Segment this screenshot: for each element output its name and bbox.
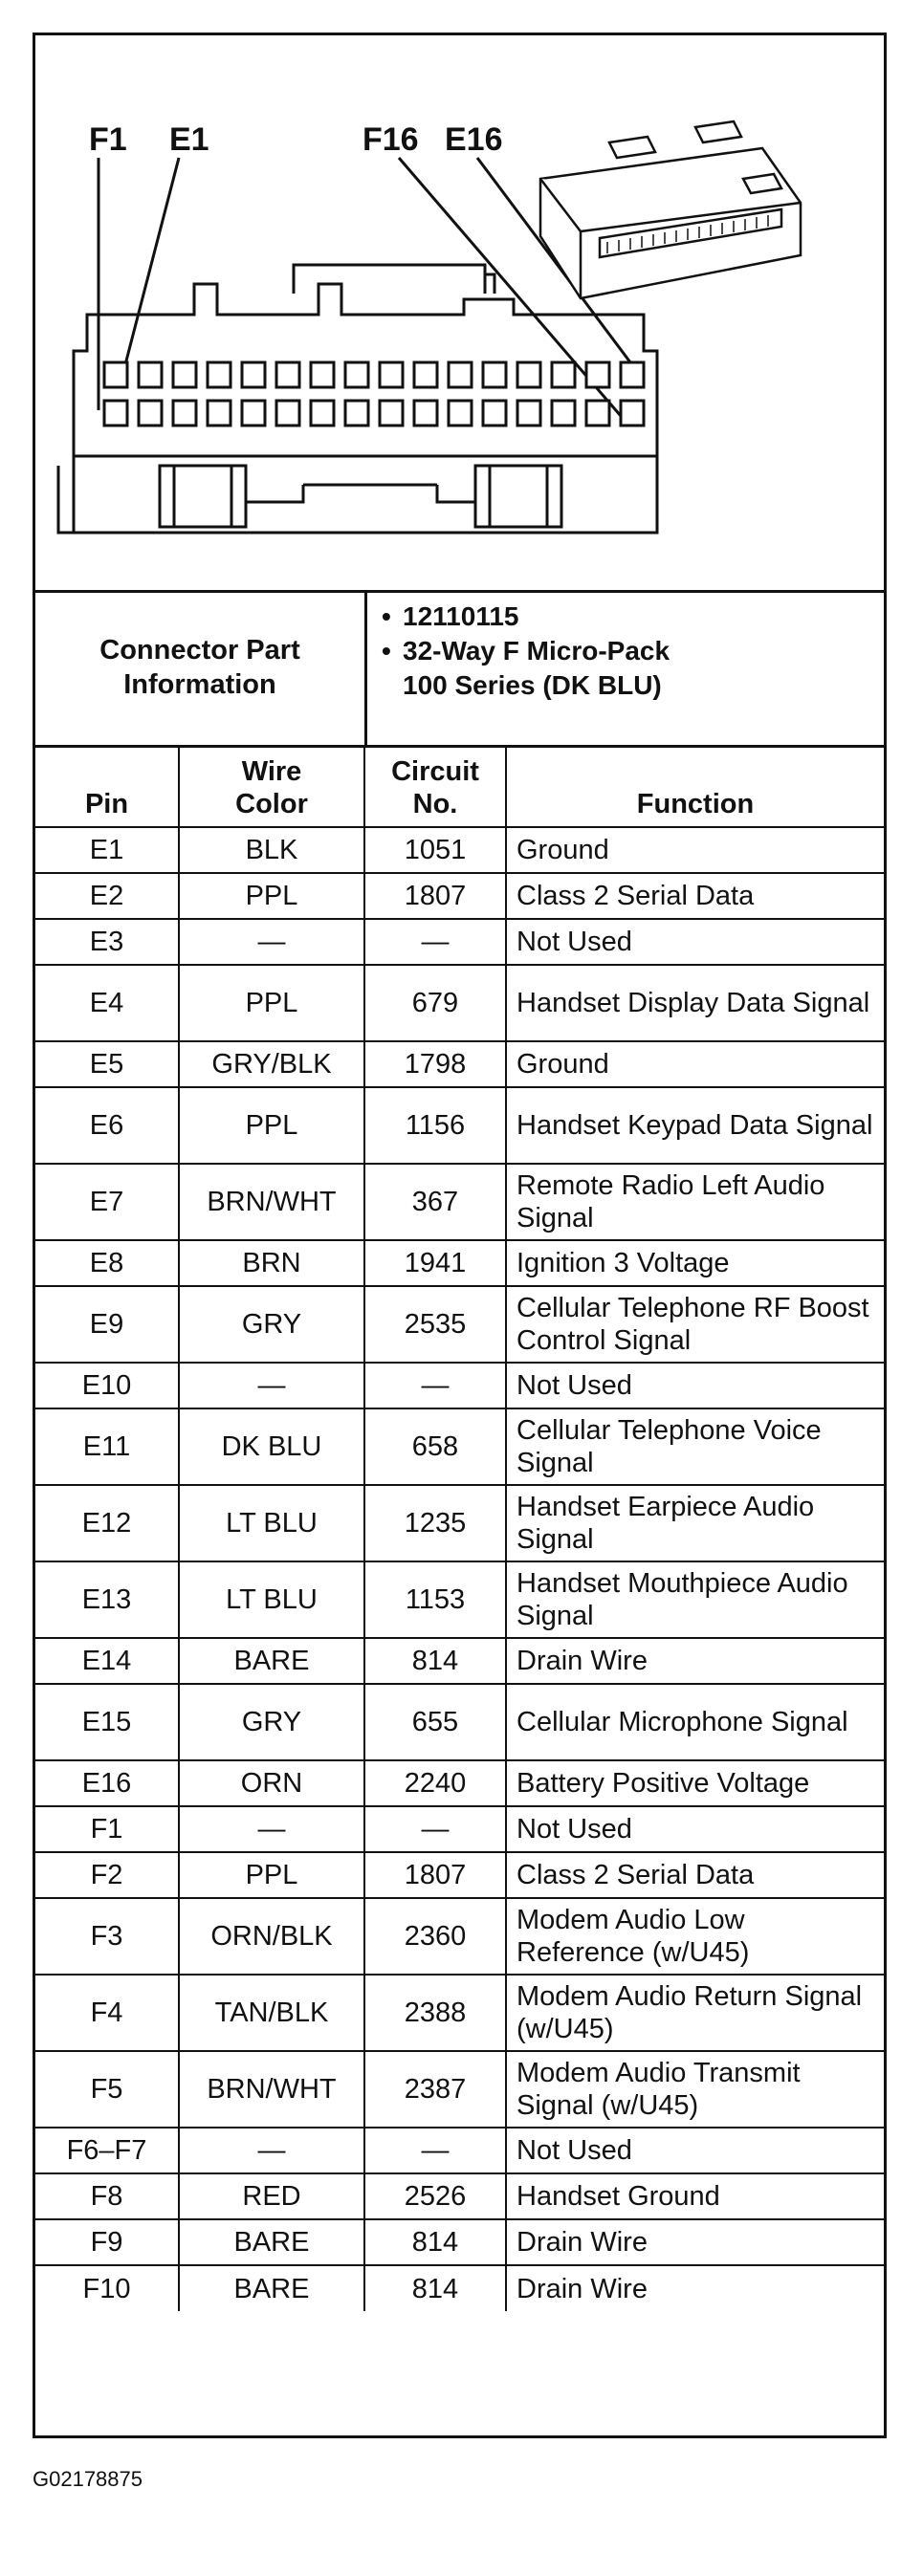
cell-pin: E10 [35, 1363, 179, 1408]
cell-function: Remote Radio Left Audio Signal [506, 1164, 884, 1240]
pin-cavity [517, 362, 540, 387]
cell-wire-color: — [179, 2128, 364, 2173]
connector-part-information [35, 590, 884, 748]
cell-pin: E9 [35, 1286, 179, 1363]
cell-function: Drain Wire [506, 2265, 884, 2311]
cell-circuit-no: 1235 [364, 1485, 506, 1561]
cell-wire-color: LT BLU [179, 1485, 364, 1561]
cell-pin: E8 [35, 1240, 179, 1286]
cell-pin: F3 [35, 1898, 179, 1975]
pin-cavity [311, 362, 334, 387]
document-id: G02178875 [33, 2467, 143, 2491]
cell-pin: E5 [35, 1041, 179, 1087]
cell-wire-color: BRN [179, 1240, 364, 1286]
cell-circuit-no: — [364, 919, 506, 965]
label-f1: F1 [89, 121, 127, 158]
cell-circuit-no: 367 [364, 1164, 506, 1240]
connector-info-label-line2: Information [123, 669, 276, 700]
cell-pin: F2 [35, 1852, 179, 1898]
cell-function: Drain Wire [506, 1638, 884, 1684]
cell-wire-color: PPL [179, 1087, 364, 1164]
cell-circuit-no: 2360 [364, 1898, 506, 1975]
cell-function: Not Used [506, 2128, 884, 2173]
cell-function: Class 2 Serial Data [506, 1852, 884, 1898]
cell-function: Handset Ground [506, 2173, 884, 2219]
cell-function: Modem Audio Return Signal (w/U45) [506, 1975, 884, 2051]
cell-circuit-no: — [364, 1806, 506, 1852]
cell-function: Cellular Telephone Voice Signal [506, 1408, 884, 1485]
cell-circuit-no: — [364, 1363, 506, 1408]
cell-circuit-no: 1156 [364, 1087, 506, 1164]
table-row [35, 2173, 884, 2219]
pin-cavity [552, 401, 575, 426]
pin-cavity [483, 362, 506, 387]
table-row [35, 1561, 884, 1638]
cell-function: Not Used [506, 919, 884, 965]
connector-info-list [382, 600, 670, 703]
table-row [35, 919, 884, 965]
table-row [35, 873, 884, 919]
pin-cavity [586, 362, 609, 387]
pin-cavity [621, 401, 644, 426]
cell-circuit-no: 1941 [364, 1240, 506, 1286]
pin-cavity [208, 362, 231, 387]
cell-function: Cellular Telephone RF Boost Control Signal [506, 1286, 884, 1363]
pin-cavity [586, 401, 609, 426]
cell-function: Handset Keypad Data Signal [506, 1087, 884, 1164]
cell-wire-color: GRY [179, 1684, 364, 1760]
cell-wire-color: GRY/BLK [179, 1041, 364, 1087]
pin-cavity [414, 401, 437, 426]
table-header-row [35, 745, 884, 827]
table-row [35, 965, 884, 1041]
pin-cavity [517, 401, 540, 426]
pin-cavity [242, 401, 265, 426]
connector-info-label-line1: Connector Part [99, 635, 300, 666]
cell-circuit-no: 2387 [364, 2051, 506, 2128]
pin-cavity [139, 401, 162, 426]
table-row [35, 2265, 884, 2311]
cell-pin: F4 [35, 1975, 179, 2051]
cell-wire-color: BARE [179, 2265, 364, 2311]
cell-wire-color: — [179, 1806, 364, 1852]
table-row [35, 1408, 884, 1485]
cell-pin: E13 [35, 1561, 179, 1638]
cell-function: Class 2 Serial Data [506, 873, 884, 919]
pin-cavity [242, 362, 265, 387]
header-wire-color: Wire Color [179, 745, 364, 827]
connector-drawing [35, 35, 884, 590]
cell-pin: E2 [35, 873, 179, 919]
pin-cavity [139, 362, 162, 387]
table-row [35, 827, 884, 873]
cell-function: Modem Audio Low Reference (w/U45) [506, 1898, 884, 1975]
cell-function: Cellular Microphone Signal [506, 1684, 884, 1760]
cell-wire-color: — [179, 1363, 364, 1408]
cell-function: Handset Mouthpiece Audio Signal [506, 1561, 884, 1638]
cell-pin: F9 [35, 2219, 179, 2265]
pin-cavity [345, 401, 368, 426]
cell-circuit-no: 2526 [364, 2173, 506, 2219]
header-circuit-no: Circuit No. [364, 745, 506, 827]
connector-description-line1: 32-Way F Micro-Pack [403, 636, 670, 666]
connector-sheet [33, 33, 887, 2438]
pin-cavity [311, 401, 334, 426]
connector-diagram [35, 35, 884, 593]
pin-cavity [449, 401, 472, 426]
cell-function: Modem Audio Transmit Signal (w/U45) [506, 2051, 884, 2128]
cell-function: Not Used [506, 1363, 884, 1408]
table-row [35, 1638, 884, 1684]
cell-wire-color: BLK [179, 827, 364, 873]
pin-cavity [380, 401, 403, 426]
pin-cavity [552, 362, 575, 387]
cell-pin: F8 [35, 2173, 179, 2219]
table-row [35, 2128, 884, 2173]
cell-pin: F5 [35, 2051, 179, 2128]
cell-pin: F10 [35, 2265, 179, 2311]
table-row [35, 1806, 884, 1852]
cell-circuit-no: 1807 [364, 1852, 506, 1898]
pin-cavity [104, 362, 127, 387]
table-row [35, 1852, 884, 1898]
cell-function: Handset Display Data Signal [506, 965, 884, 1041]
cell-pin: F1 [35, 1806, 179, 1852]
cell-function: Ground [506, 1041, 884, 1087]
cell-wire-color: BARE [179, 1638, 364, 1684]
table-row [35, 1684, 884, 1760]
cell-circuit-no: 1798 [364, 1041, 506, 1087]
table-row [35, 1363, 884, 1408]
cell-circuit-no: 655 [364, 1684, 506, 1760]
pin-cavity [345, 362, 368, 387]
cell-circuit-no: 1807 [364, 873, 506, 919]
cell-wire-color: PPL [179, 873, 364, 919]
table-row [35, 1286, 884, 1363]
cell-circuit-no: 679 [364, 965, 506, 1041]
pin-cavity [380, 362, 403, 387]
label-e1: E1 [169, 121, 209, 158]
connector-info-label [35, 590, 367, 745]
cell-function: Ground [506, 827, 884, 873]
table-row [35, 1485, 884, 1561]
cell-pin: E15 [35, 1684, 179, 1760]
cell-circuit-no: 658 [364, 1408, 506, 1485]
pin-cavity [414, 362, 437, 387]
cell-pin: E7 [35, 1164, 179, 1240]
cell-pin: E4 [35, 965, 179, 1041]
cell-circuit-no: 2240 [364, 1760, 506, 1806]
pinout-table [35, 745, 884, 2311]
cell-circuit-no: 814 [364, 2219, 506, 2265]
connector-description [382, 634, 670, 703]
cell-circuit-no: 2388 [364, 1975, 506, 2051]
cell-function: Handset Earpiece Audio Signal [506, 1485, 884, 1561]
table-row [35, 2219, 884, 2265]
cell-wire-color: GRY [179, 1286, 364, 1363]
cell-function: Ignition 3 Voltage [506, 1240, 884, 1286]
cell-pin: E14 [35, 1638, 179, 1684]
cell-wire-color: — [179, 919, 364, 965]
label-f16: F16 [363, 121, 419, 158]
pin-cavity [173, 401, 196, 426]
table-row [35, 1975, 884, 2051]
pin-cavity [104, 401, 127, 426]
cell-wire-color: PPL [179, 965, 364, 1041]
cell-wire-color: ORN [179, 1760, 364, 1806]
cell-function: Drain Wire [506, 2219, 884, 2265]
cell-wire-color: TAN/BLK [179, 1975, 364, 2051]
table-row [35, 1041, 884, 1087]
cell-pin: E1 [35, 827, 179, 873]
cell-wire-color: LT BLU [179, 1561, 364, 1638]
cell-wire-color: BARE [179, 2219, 364, 2265]
cell-wire-color: DK BLU [179, 1408, 364, 1485]
cell-circuit-no: 2535 [364, 1286, 506, 1363]
cell-pin: E11 [35, 1408, 179, 1485]
pin-cavity [276, 362, 299, 387]
cell-wire-color: RED [179, 2173, 364, 2219]
table-row [35, 1898, 884, 1975]
pin-cavity [173, 362, 196, 387]
cell-circuit-no: — [364, 2128, 506, 2173]
cell-circuit-no: 1153 [364, 1561, 506, 1638]
table-row [35, 1240, 884, 1286]
table-row [35, 1760, 884, 1806]
cell-circuit-no: 814 [364, 1638, 506, 1684]
cell-wire-color: ORN/BLK [179, 1898, 364, 1975]
cell-pin: F6–F7 [35, 2128, 179, 2173]
table-row [35, 1087, 884, 1164]
pin-cavity [483, 401, 506, 426]
cell-pin: E3 [35, 919, 179, 965]
cell-circuit-no: 814 [364, 2265, 506, 2311]
cell-function: Battery Positive Voltage [506, 1760, 884, 1806]
cell-pin: E12 [35, 1485, 179, 1561]
part-number: • 12110115 [382, 600, 670, 634]
table-row [35, 1164, 884, 1240]
label-e16: E16 [445, 121, 503, 158]
table-row [35, 2051, 884, 2128]
cell-function: Not Used [506, 1806, 884, 1852]
header-function: Function [506, 745, 884, 827]
pin-cavity [449, 362, 472, 387]
pin-cavity [276, 401, 299, 426]
cell-pin: E6 [35, 1087, 179, 1164]
pin-cavity [621, 362, 644, 387]
pin-cavity [208, 401, 231, 426]
cell-wire-color: PPL [179, 1852, 364, 1898]
cell-wire-color: BRN/WHT [179, 1164, 364, 1240]
header-pin: Pin [35, 745, 179, 827]
cell-wire-color: BRN/WHT [179, 2051, 364, 2128]
cell-circuit-no: 1051 [364, 827, 506, 873]
cell-pin: E16 [35, 1760, 179, 1806]
connector-description-line2: 100 Series (DK BLU) [403, 670, 662, 700]
